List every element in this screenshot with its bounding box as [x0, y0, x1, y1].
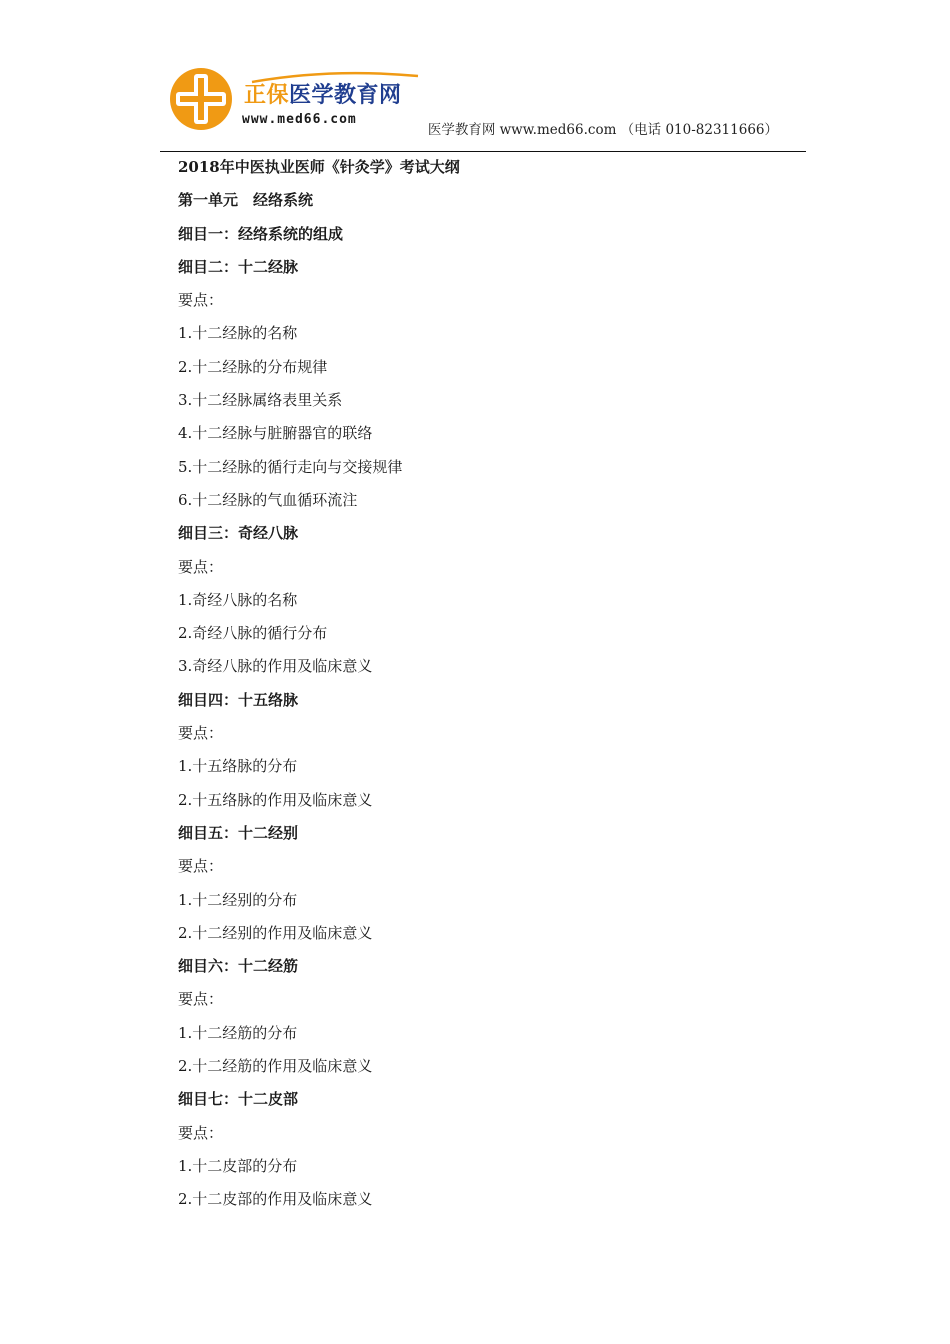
- section-heading: 细目七：十二皮部: [178, 1090, 299, 1109]
- list-item: 1.奇经八脉的名称: [178, 590, 298, 609]
- list-item: 2.奇经八脉的循行分布: [178, 624, 328, 643]
- list-item: 2.十二经别的作用及临床意义: [178, 923, 373, 942]
- logo-text-orange: 正保: [244, 83, 290, 108]
- section-heading: 细目四：十五络脉: [178, 690, 299, 709]
- list-item: 1.十五络脉的分布: [178, 757, 298, 776]
- list-item: 要点：: [178, 857, 224, 876]
- section-heading: 细目二：十二经脉: [178, 257, 299, 276]
- list-item: 6.十二经脉的气血循环流注: [178, 490, 358, 509]
- list-item: 2.十二皮部的作用及临床意义: [178, 1190, 373, 1209]
- header-divider: [160, 151, 806, 152]
- section-heading: 2018年中医执业医师《针灸学》考试大纲: [178, 158, 460, 176]
- logo: [168, 66, 418, 136]
- list-item: 5.十二经脉的循行走向与交接规律: [178, 457, 403, 476]
- list-item: 3.奇经八脉的作用及临床意义: [178, 657, 373, 676]
- list-item: 3.十二经脉属络表里关系: [178, 391, 343, 410]
- section-heading: 第一单元 经络系统: [178, 191, 314, 210]
- list-item: 2.十二经筋的作用及临床意义: [178, 1057, 373, 1076]
- logo-text: [244, 78, 402, 109]
- list-item: 要点：: [178, 557, 224, 576]
- section-heading: 细目五：十二经别: [178, 823, 299, 842]
- list-item: 4.十二经脉与脏腑器官的联络: [178, 424, 373, 443]
- list-item: 1.十二皮部的分布: [178, 1156, 298, 1175]
- list-item: 1.十二经筋的分布: [178, 1023, 298, 1042]
- page-header: [160, 60, 806, 152]
- header-contact: 医学教育网 www.med66.com （电话 010-82311666）: [427, 122, 778, 138]
- logo-cross-icon: [168, 66, 234, 132]
- logo-text-blue: 医学教育网: [289, 83, 402, 108]
- section-heading: 细目三：奇经八脉: [178, 524, 299, 543]
- list-item: 1.十二经别的分布: [178, 890, 298, 909]
- list-item: 2.十五络脉的作用及临床意义: [178, 790, 373, 809]
- list-item: 1.十二经脉的名称: [178, 324, 298, 343]
- section-heading: 细目一：经络系统的组成: [178, 224, 344, 243]
- document-body: [178, 155, 778, 1221]
- list-item: 要点：: [178, 1123, 224, 1142]
- list-item: 2.十二经脉的分布规律: [178, 357, 328, 376]
- logo-url: www.med66.com: [242, 112, 357, 127]
- list-item: 要点：: [178, 990, 224, 1009]
- section-heading: 细目六：十二经筋: [178, 957, 299, 976]
- list-item: 要点：: [178, 291, 224, 310]
- list-item: 要点：: [178, 724, 224, 743]
